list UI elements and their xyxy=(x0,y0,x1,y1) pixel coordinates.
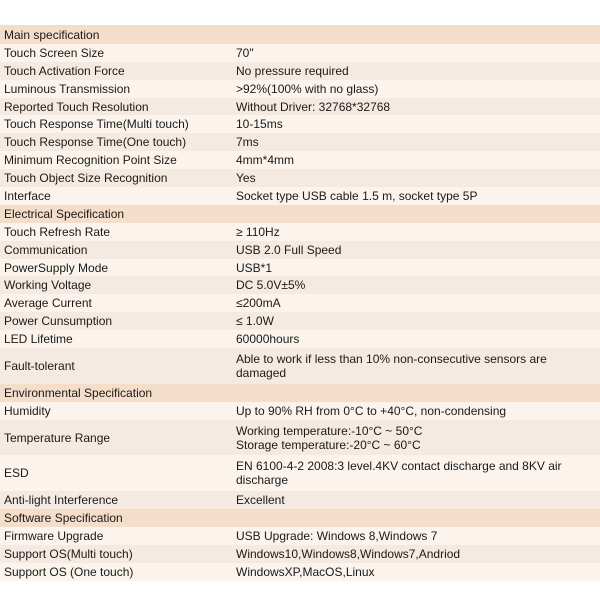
spec-label: Firmware Upgrade xyxy=(0,527,233,545)
spec-row xyxy=(0,402,600,420)
spec-row xyxy=(0,527,600,545)
spec-row xyxy=(0,348,600,384)
spec-value: USB*1 xyxy=(233,259,600,277)
spec-value: Socket type USB cable 1.5 m, socket type 5P xyxy=(233,187,600,205)
spec-label: Anti-light Interference xyxy=(0,491,233,509)
spec-row xyxy=(0,563,600,581)
spec-label: Touch Screen Size xyxy=(0,44,233,62)
spec-value: >92%(100% with no glass) xyxy=(233,80,600,98)
spec-label: Communication xyxy=(0,241,233,259)
spec-value: ≤200mA xyxy=(233,294,600,312)
spec-value-line: Storage temperature:-20°C ~ 60°C xyxy=(236,437,421,452)
spec-row xyxy=(0,98,600,116)
spec-label: Minimum Recognition Point Size xyxy=(0,151,233,169)
spec-label: Touch Activation Force xyxy=(0,62,233,80)
spec-label: Support OS(Multi touch) xyxy=(0,545,233,563)
spec-value: 10-15ms xyxy=(233,115,600,133)
spec-label: Humidity xyxy=(0,402,233,420)
spec-row xyxy=(0,241,600,259)
spec-label: Support OS (One touch) xyxy=(0,563,233,581)
section-title: Electrical Specification xyxy=(0,205,600,223)
spec-label: Luminous Transmission xyxy=(0,80,233,98)
section-header xyxy=(0,384,600,402)
spec-value xyxy=(233,348,600,384)
spec-label: Average Current xyxy=(0,294,233,312)
spec-row xyxy=(0,115,600,133)
spec-value: Yes xyxy=(233,169,600,187)
section-title: Environmental Specification xyxy=(0,384,600,402)
spec-row xyxy=(0,44,600,62)
spec-value-line: Working temperature:-10°C ~ 50°C xyxy=(236,423,423,438)
spec-label: Touch Response Time(Multi touch) xyxy=(0,115,233,133)
spec-label: Touch Response Time(One touch) xyxy=(0,133,233,151)
spec-row xyxy=(0,491,600,509)
spec-label: Fault-tolerant xyxy=(0,348,233,384)
spec-value: Up to 90% RH from 0°C to +40°C, non-condensing xyxy=(233,402,600,420)
spec-label: Working Voltage xyxy=(0,276,233,294)
spec-value-text: Able to work if less than 10% non-consecutive sensors are damaged xyxy=(236,351,547,380)
spec-value: ≥ 110Hz xyxy=(233,223,600,241)
spec-value: 60000hours xyxy=(233,330,600,348)
spec-row xyxy=(0,294,600,312)
spec-value: 70" xyxy=(233,44,600,62)
spec-value: Without Driver: 32768*32768 xyxy=(233,98,600,116)
spec-row xyxy=(0,80,600,98)
section-title: Main specification xyxy=(0,26,600,44)
spec-row xyxy=(0,187,600,205)
spec-value: USB Upgrade: Windows 8,Windows 7 xyxy=(233,527,600,545)
spec-row xyxy=(0,420,600,456)
spec-value: DC 5.0V±5% xyxy=(233,276,600,294)
spec-value: ≤ 1.0W xyxy=(233,312,600,330)
spec-label: LED Lifetime xyxy=(0,330,233,348)
spec-label: Touch Refresh Rate xyxy=(0,223,233,241)
spec-value: 7ms xyxy=(233,133,600,151)
spec-row xyxy=(0,62,600,80)
spec-row xyxy=(0,276,600,294)
spec-row xyxy=(0,312,600,330)
spec-value xyxy=(233,420,600,456)
spec-value: No pressure required xyxy=(233,62,600,80)
section-header xyxy=(0,26,600,44)
spec-row xyxy=(0,455,600,491)
spec-value: Excellent xyxy=(233,491,600,509)
section-header xyxy=(0,205,600,223)
section-title: Software Specification xyxy=(0,509,600,527)
spec-row xyxy=(0,169,600,187)
spec-value: USB 2.0 Full Speed xyxy=(233,241,600,259)
spec-value-text: EN 6100-4-2 2008:3 level.4KV contact discharge and 8KV air discharge xyxy=(236,459,562,488)
spec-label: Power Cunsumption xyxy=(0,312,233,330)
spec-label: ESD xyxy=(0,455,233,491)
spec-row xyxy=(0,133,600,151)
spec-label: Reported Touch Resolution xyxy=(0,98,233,116)
spec-value: 4mm*4mm xyxy=(233,151,600,169)
spec-row xyxy=(0,330,600,348)
spec-row xyxy=(0,545,600,563)
section-header xyxy=(0,509,600,527)
spec-label: Touch Object Size Recognition xyxy=(0,169,233,187)
spec-sheet xyxy=(0,25,600,581)
spec-label: Temperature Range xyxy=(0,420,233,456)
spec-value xyxy=(233,455,600,491)
spec-table xyxy=(0,26,600,581)
spec-value: Windows10,Windows8,Windows7,Andriod xyxy=(233,545,600,563)
spec-label: PowerSupply Mode xyxy=(0,259,233,277)
spec-value: WindowsXP,MacOS,Linux xyxy=(233,563,600,581)
spec-label: Interface xyxy=(0,187,233,205)
spec-row xyxy=(0,151,600,169)
spec-row xyxy=(0,259,600,277)
spec-row xyxy=(0,223,600,241)
